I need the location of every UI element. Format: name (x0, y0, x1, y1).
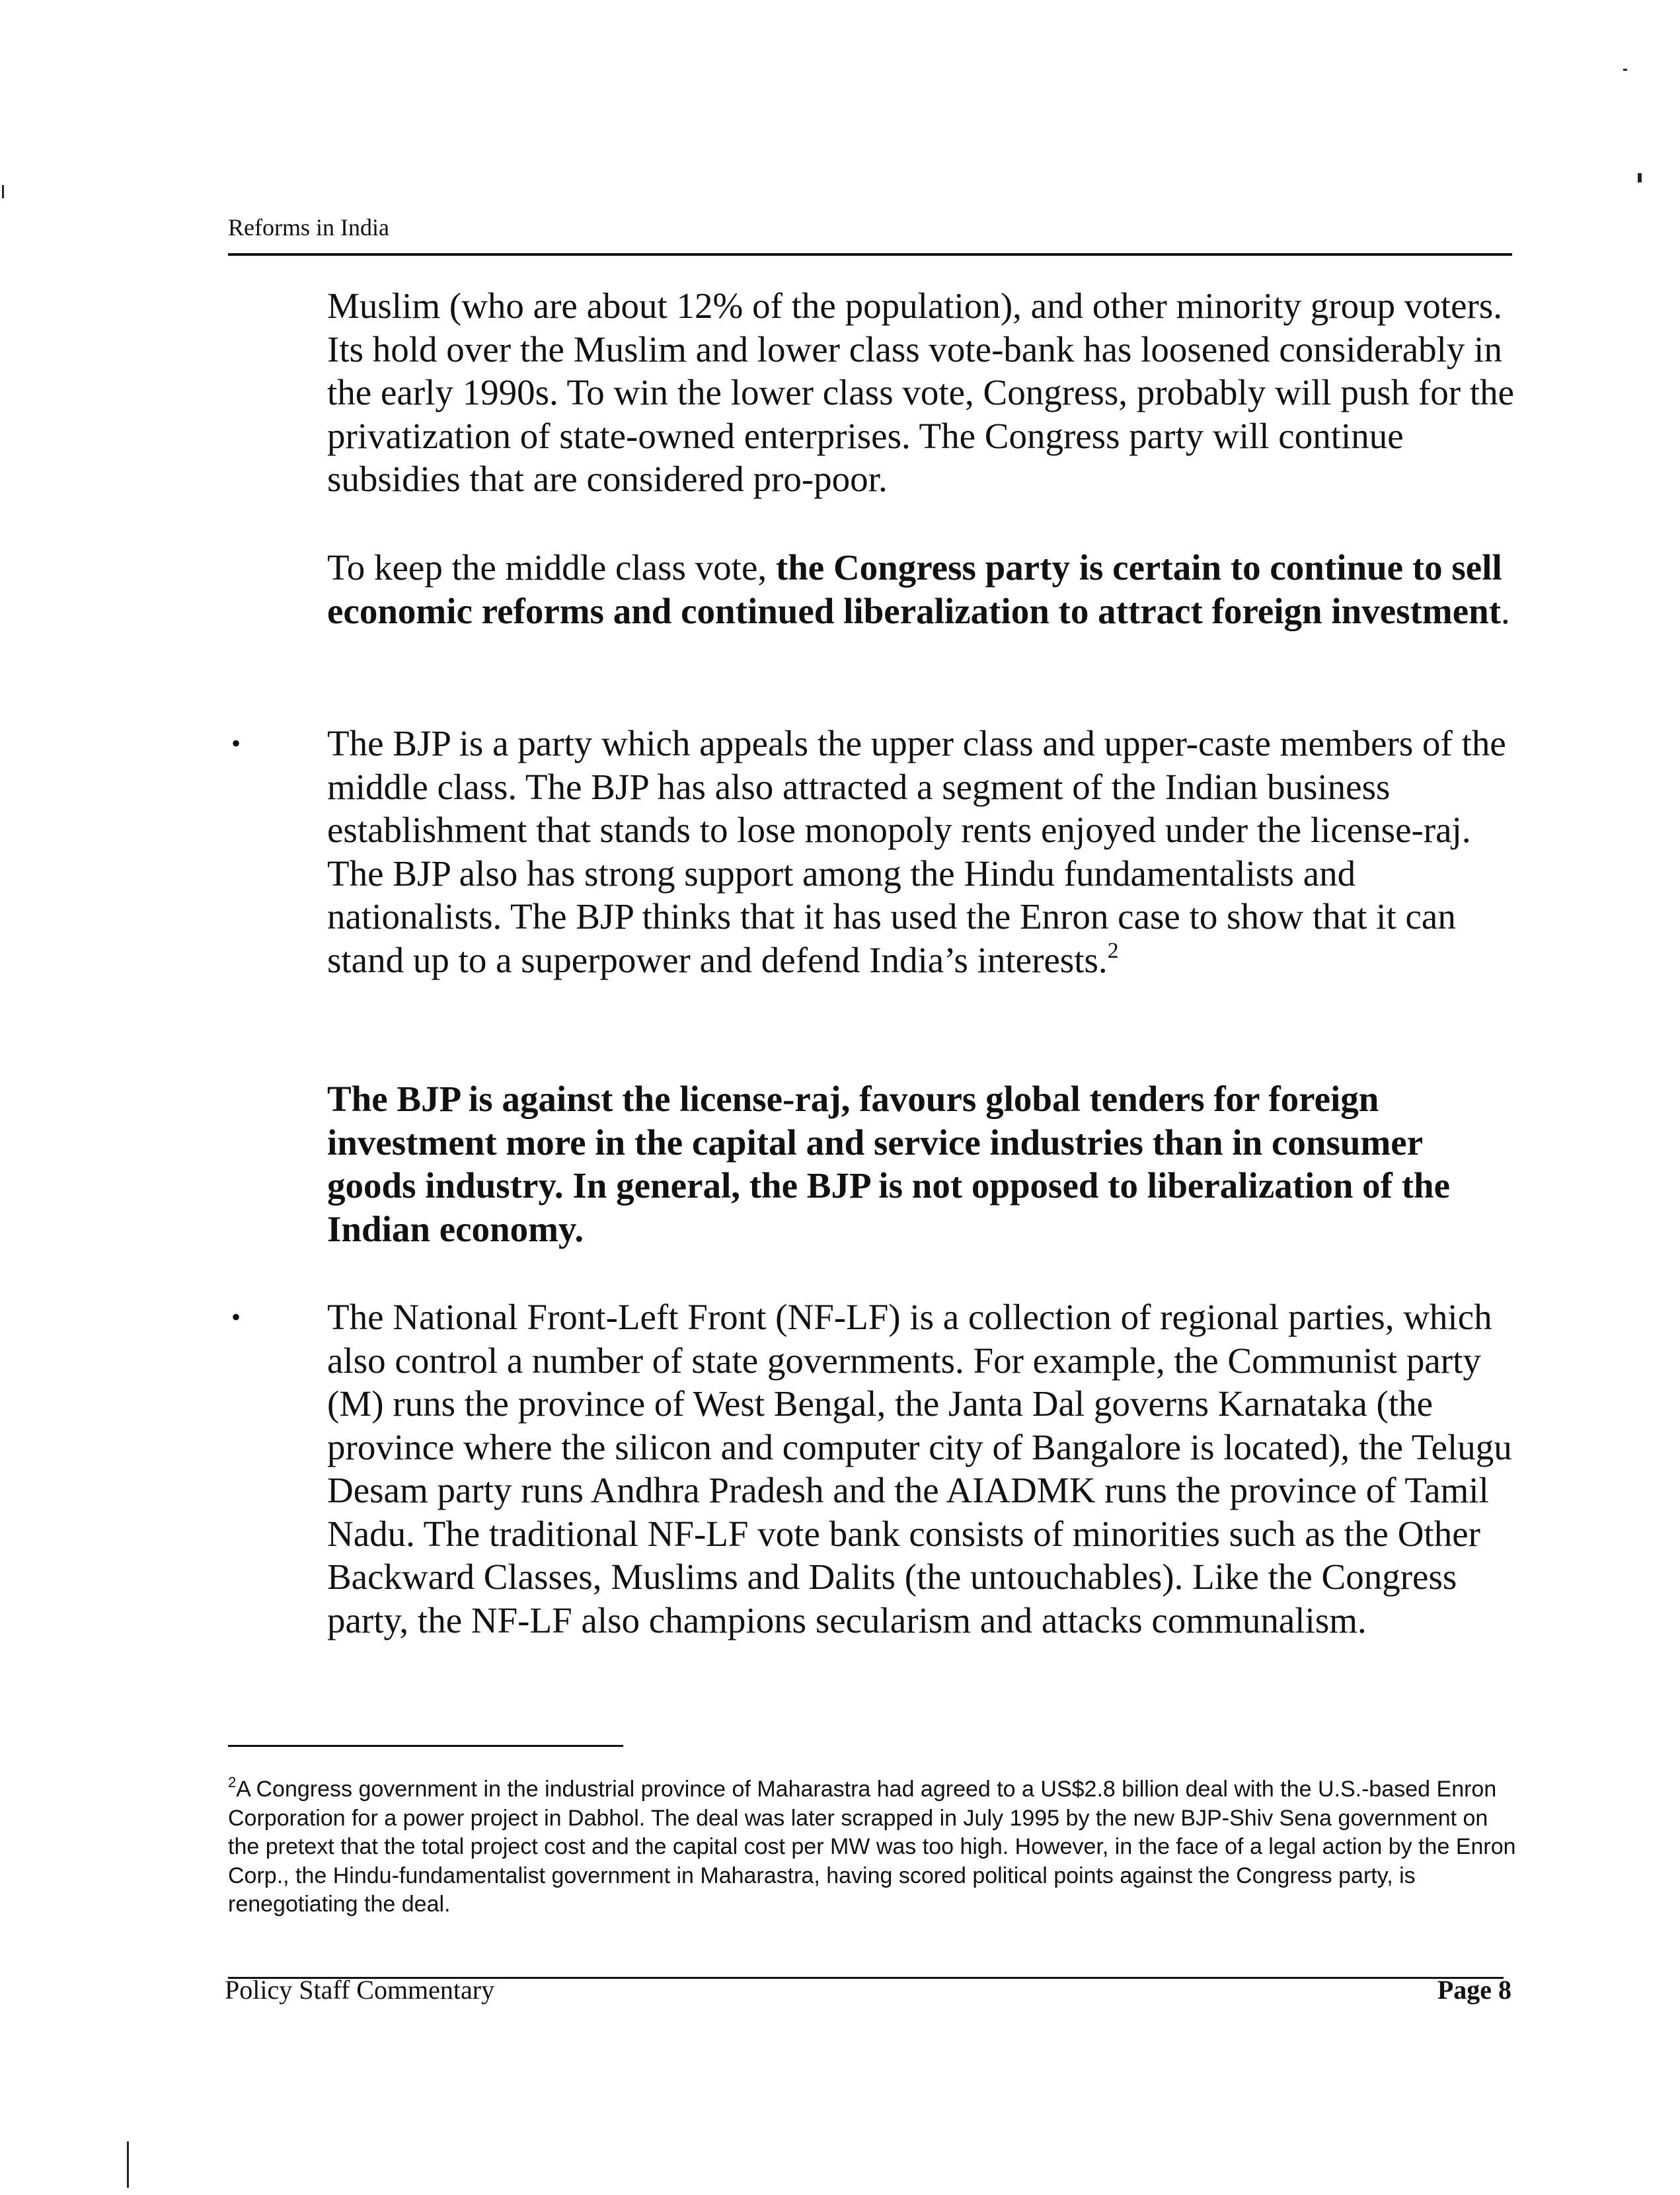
bullet-nflf: • (231, 1302, 241, 1332)
bullet-bjp: • (231, 728, 241, 758)
footnote-reference[interactable]: 2 (1107, 938, 1119, 963)
congress-end-period: . (1501, 590, 1510, 631)
footnote-marker: 2 (228, 1774, 237, 1791)
scan-speck (1623, 69, 1627, 71)
footnote-separator (228, 1745, 623, 1747)
bjp-text: The BJP is a party which appeals the upper class and upper-caste members of the middle class. The BJP has also attracted a segment of the Indian business establishment that stands to lose monopoly rents enjoyed under the license-raj. The BJP also has strong support among the Hindu fundamentalists and nationalists. The BJP thinks that it has used the Enron case to show that it can stand up to a superpower and defend India’s interests. (327, 723, 1506, 980)
header-rule (228, 253, 1512, 256)
scan-speck (127, 2141, 129, 2188)
paragraph-muslim-voters: Muslim (who are about 12% of the population), and other minority group voters. Its hold over the Muslim and lower class vote-bank has loosened considerably in the early 1990s. To win the lower class vote, Congress, probably will push for the privatization of state-owned enterprises. The Congress party will continue subsidies that are considered pro-poor. (327, 286, 1515, 499)
paragraph-bjp-bold: The BJP is against the license-raj, favours global tenders for foreign investment more in the capital and service industries than in consumer goods industry. In general, the BJP is not opposed to liberalization of the Indian economy. (327, 1079, 1451, 1249)
scan-speck (2, 185, 4, 198)
paragraph-congress-middle-class (327, 546, 1517, 633)
paragraph-bjp (327, 722, 1517, 982)
paragraph-nflf: The National Front-Left Front (NF-LF) is a collection of regional parties, which also control a number of state governments. For example, the Communist party (M) runs the province of West Bengal, the Janta Dal governs Karnataka (the province where the silicon and computer city of Bangalore is located), the Telugu Desam party runs Andhra Pradesh and the AIADMK runs the province of Tamil Nadu. The traditional NF-LF vote bank consists of minorities such as the Other Backward Classes, Muslims and Dalits (the untouchables). Like the Congress party, the NF-LF also champions secularism and attacks communalism. (327, 1297, 1512, 1640)
footnote-text: A Congress government in the industrial province of Maharastra had agreed to a US$2.8 billion deal with the U.S.-based Enron Corporation for a power project in Dabhol. The deal was later scrapped in July 1995 by the new BJP-Shiv Sena government on the pretext that the total project cost and the capital cost per MW was too high. However, in the face of a legal action by the Enron Corp., the Hindu-fundamentalist government in Maharastra, having scored political points against the Congress party, is renegotiating the deal. (228, 1777, 1516, 1917)
page-number: Page 8 (1437, 1975, 1511, 2005)
footnote (228, 1775, 1517, 1919)
footer-publication: Policy Staff Commentary (225, 1975, 495, 2005)
congress-intro-text: To keep the middle class vote, (327, 547, 776, 588)
scan-speck (1638, 173, 1642, 182)
running-header: Reforms in India (228, 214, 389, 241)
congress-bold-text: the Congress party is certain to continue to sell economic reforms and continued liberalization to attract foreign investment (327, 547, 1502, 631)
